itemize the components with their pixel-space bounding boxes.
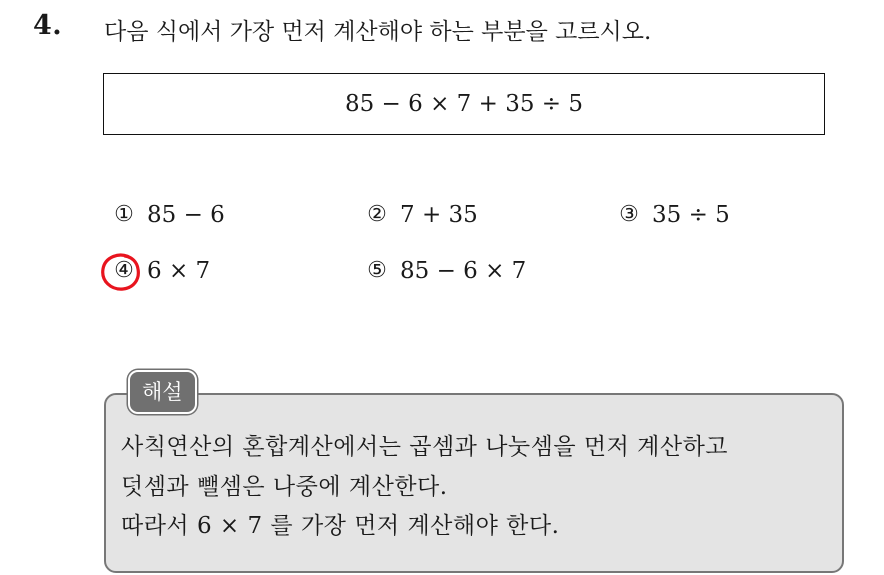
choice-1[interactable]	[111, 202, 225, 228]
choice-text: 6 × 7	[147, 258, 211, 284]
choice-text: 85 − 6	[147, 202, 225, 228]
choice-3[interactable]	[616, 202, 730, 228]
choice-marker: ②	[367, 202, 387, 227]
choice-5[interactable]	[364, 258, 526, 284]
expression-box	[103, 73, 825, 135]
choice-marker: ①	[114, 202, 134, 227]
choice-text: 7 + 35	[400, 202, 478, 228]
choice-4[interactable]	[111, 258, 210, 284]
question-text: 다음 식에서 가장 먼저 계산해야 하는 부분을 고르시오.	[104, 19, 652, 45]
question-number: 4.	[33, 10, 63, 41]
choice-text: 35 ÷ 5	[652, 202, 730, 228]
choice-marker: ⑤	[367, 258, 387, 283]
choice-marker: ④	[114, 258, 134, 283]
explanation-line: 사칙연산의 혼합계산에서는 곱셈과 나눗셈을 먼저 계산하고	[121, 434, 729, 460]
choice-marker: ③	[619, 202, 639, 227]
explanation-line: 따라서 6 × 7 를 가장 먼저 계산해야 한다.	[121, 513, 560, 539]
choice-text: 85 − 6 × 7	[400, 258, 527, 284]
expression: 85 − 6 × 7 + 35 ÷ 5	[344, 91, 583, 117]
explanation-line: 덧셈과 뺄셈은 나중에 계산한다.	[121, 474, 448, 500]
choice-2[interactable]	[364, 202, 478, 228]
explanation-label: 해설	[128, 370, 197, 414]
